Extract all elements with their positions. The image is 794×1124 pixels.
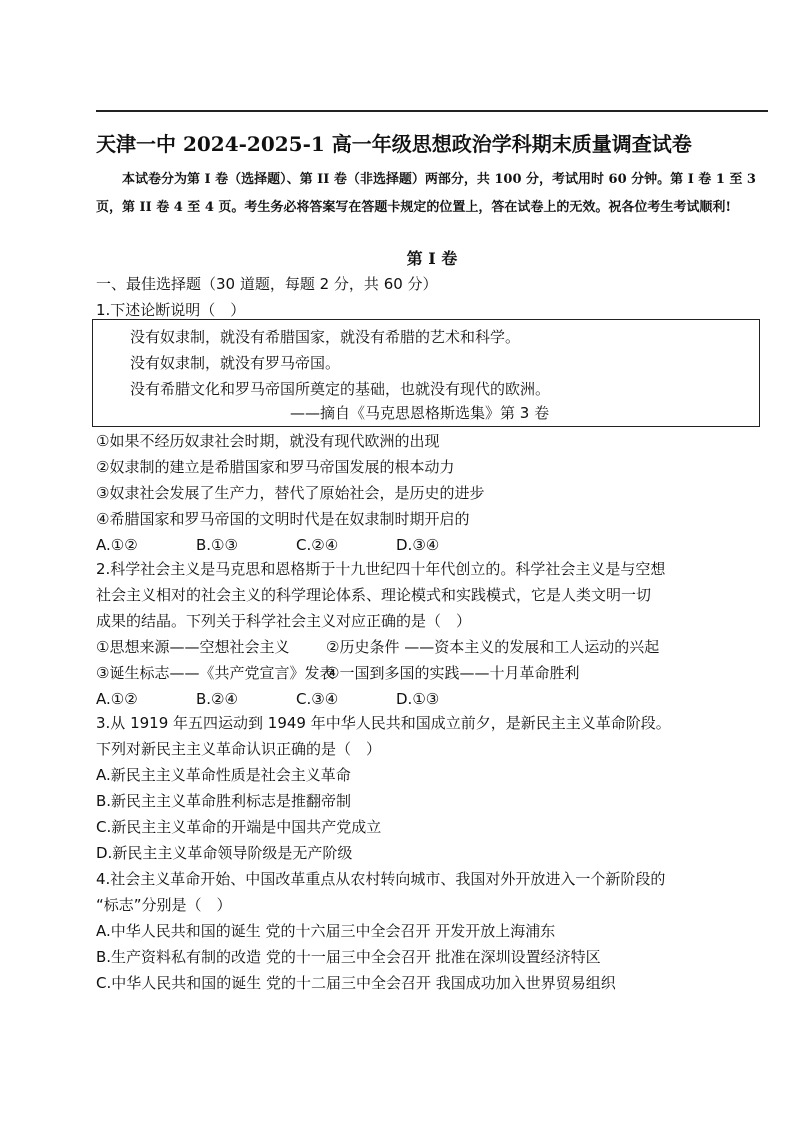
q1-quote-source: ——摘自《马克思恩格斯选集》第 3 卷 [290, 404, 550, 422]
q1-stem: 1.下述论断说明（ ） [96, 301, 246, 319]
q2-item-3: ③诞生标志——《共产党宣言》发表 [96, 664, 335, 682]
q3-option-c[interactable]: C.新民主主义革命的开端是中国共产党成立 [96, 818, 382, 836]
q2-stem-line-3: 成果的结晶。下列关于科学社会主义对应正确的是（ ） [96, 612, 472, 630]
q1-item-3: ③奴隶社会发展了生产力，替代了原始社会，是历史的进步 [96, 484, 485, 502]
section-title: 第 I 卷 [406, 249, 458, 268]
q4-option-c[interactable]: C.中华人民共和国的诞生 党的十二届三中全会召开 我国成功加入世界贸易组织 [96, 974, 616, 992]
q2-option-d[interactable]: D.①③ [396, 690, 440, 708]
part-heading: 一、最佳选择题（30 道题，每题 2 分，共 60 分） [96, 275, 438, 293]
q1-option-b[interactable]: B.①③ [196, 536, 238, 554]
q1-item-2: ②奴隶制的建立是希腊国家和罗马帝国发展的根本动力 [96, 458, 455, 476]
q3-option-b[interactable]: B.新民主主义革命胜利标志是推翻帝制 [96, 792, 352, 810]
q2-items-row-1 [96, 636, 768, 658]
q2-option-c[interactable]: C.③④ [296, 690, 339, 708]
top-rule [96, 110, 768, 112]
q1-item-1: ①如果不经历奴隶社会时期，就没有现代欧洲的出现 [96, 432, 440, 450]
q1-option-a[interactable]: A.①② [96, 536, 138, 554]
q1-options [96, 534, 768, 556]
q4-stem-line-1: 4.社会主义革命开始、中国改革重点从农村转向城市、我国对外开放进入一个新阶段的 [96, 870, 666, 888]
q1-quote-line-2: 没有奴隶制，就没有罗马帝国。 [130, 354, 341, 372]
q2-item-4: ④一国到多国的实践——十月革命胜利 [326, 664, 580, 682]
q1-quote-line-1: 没有奴隶制，就没有希腊国家，就没有希腊的艺术和科学。 [130, 328, 521, 346]
exam-instructions: 本试卷分为第 I 卷（选择题）、第 II 卷（非选择题）两部分，共 100 分，考试用时 60 分钟。第 I 卷 1 至 3 页，第 II 卷 4 至 4 页。考生务必将答案写在答题卡规定的位置上，答在试卷上的无效。祝各位考生考试顺利! [96, 172, 756, 215]
q4-option-a[interactable]: A.中华人民共和国的诞生 党的十六届三中全会召开 开发开放上海浦东 [96, 922, 556, 940]
q3-option-d[interactable]: D.新民主主义革命领导阶级是无产阶级 [96, 844, 353, 862]
q3-stem-line-2: 下列对新民主主义革命认识正确的是（ ） [96, 740, 382, 758]
q2-item-2: ②历史条件 ——资本主义的发展和工人运动的兴起 [326, 638, 660, 656]
q2-item-1: ①思想来源——空想社会主义 [96, 638, 290, 656]
q2-stem-line-2: 社会主义相对的社会主义的科学理论体系、理论模式和实践模式，它是人类文明一切 [96, 586, 652, 604]
q3-stem-line-1: 3.从 1919 年五四运动到 1949 年中华人民共和国成立前夕，是新民主主义革命阶段。 [96, 714, 671, 732]
q3-option-a[interactable]: A.新民主主义革命性质是社会主义革命 [96, 766, 351, 784]
q1-item-4: ④希腊国家和罗马帝国的文明时代是在奴隶制时期开启的 [96, 510, 470, 528]
q2-items-row-2 [96, 662, 768, 684]
q2-option-b[interactable]: B.②④ [196, 690, 238, 708]
exam-title: 天津一中 2024-2025-1 高一年级思想政治学科期末质量调查试卷 [96, 132, 692, 156]
q4-stem-line-2: “标志”分别是（ ） [96, 896, 232, 914]
q1-option-d[interactable]: D.③④ [396, 536, 440, 554]
q1-option-c[interactable]: C.②④ [296, 536, 339, 554]
q4-option-b[interactable]: B.生产资料私有制的改造 党的十一届三中全会召开 批准在深圳设置经济特区 [96, 948, 601, 966]
q2-options [96, 688, 768, 710]
q2-stem-line-1: 2.科学社会主义是马克思和恩格斯于十九世纪四十年代创立的。科学社会主义是与空想 [96, 560, 666, 578]
q2-option-a[interactable]: A.①② [96, 690, 138, 708]
q1-quote-line-3: 没有希腊文化和罗马帝国所奠定的基础，也就没有现代的欧洲。 [130, 380, 551, 398]
